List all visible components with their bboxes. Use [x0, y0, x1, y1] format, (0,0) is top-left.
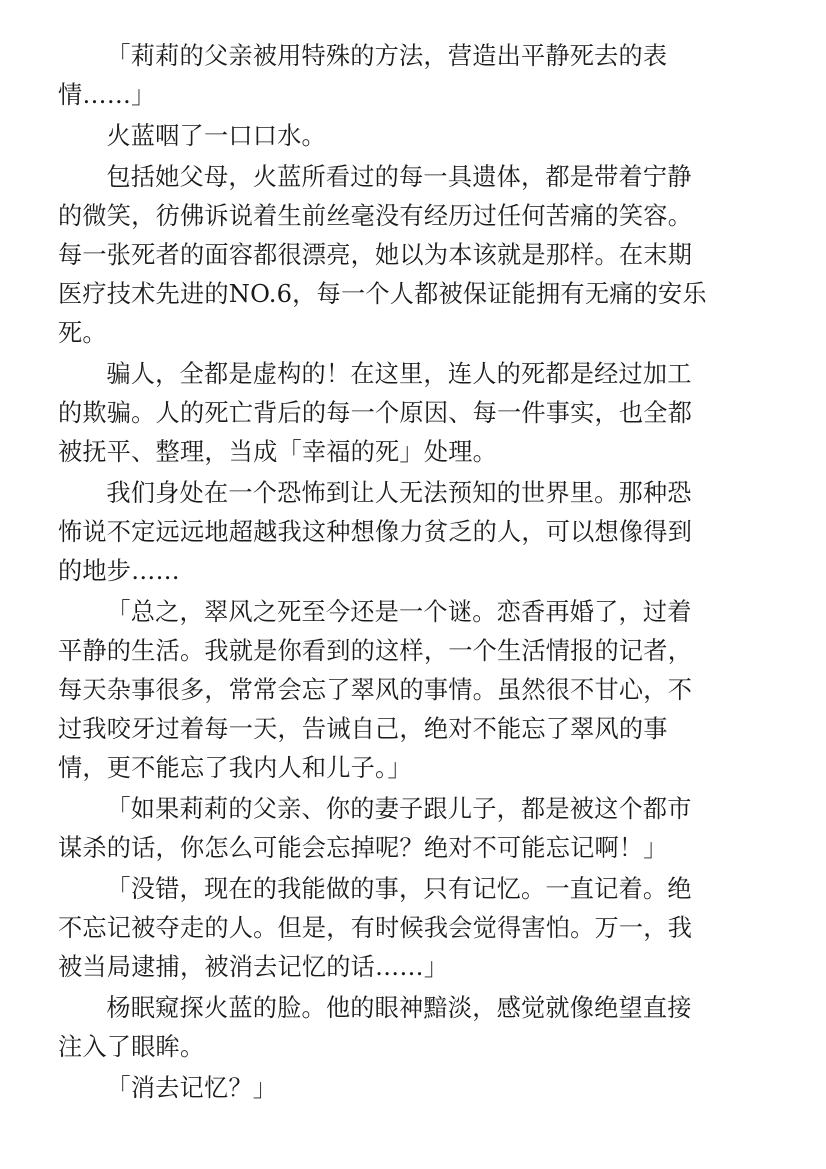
text-line: 医疗技术先进的NO.6，每一个人都被保证能拥有无痛的安乐: [58, 280, 707, 308]
paragraph-10: [58, 1069, 758, 1108]
paragraph-7: [58, 790, 758, 868]
paragraph-6: [58, 593, 758, 788]
document-page: [58, 37, 758, 1110]
text-line: 怖说不定远远地超越我这种想像力贫乏的人，可以想像得到: [58, 518, 693, 546]
paragraph-8: [58, 870, 758, 987]
text-line: 不忘记被夺走的人。但是，有时候我会觉得害怕。万一，我: [58, 914, 693, 942]
text-line: 的微笑，彷佛诉说着生前丝毫没有经历过任何苦痛的笑容。: [58, 202, 693, 230]
text-line: 包括她父母，火蓝所看过的每一具遗体，都是带着宁静: [106, 163, 692, 191]
text-line: 情……」: [58, 81, 156, 109]
text-line: 杨眠窥探火蓝的脸。他的眼神黯淡，感觉就像绝望直接: [106, 994, 692, 1022]
text-line: 被当局逮捕，被消去记忆的话……」: [58, 953, 449, 981]
paragraph-2: [58, 117, 758, 156]
text-line: 火蓝咽了一口口水。: [106, 122, 326, 150]
paragraph-3: [58, 158, 758, 353]
paragraph-5: [58, 474, 758, 591]
text-line: 「总之，翠风之死至今还是一个谜。恋香再婚了，过着: [106, 598, 692, 626]
text-line: 过我咬牙过着每一天，告诫自己，绝对不能忘了翠风的事: [58, 715, 668, 743]
paragraph-9: [58, 989, 758, 1067]
text-line: 的地步……: [58, 557, 180, 585]
text-line: 「如果莉莉的父亲、你的妻子跟儿子，都是被这个都市: [106, 795, 692, 823]
text-line: 平静的生活。我就是你看到的这样，一个生活情报的记者，: [58, 637, 693, 665]
text-line: 骗人，全都是虚构的！在这里，连人的死都是经过加工: [106, 360, 692, 388]
text-line: 每天杂事很多，常常会忘了翠风的事情。虽然很不甘心，不: [58, 676, 693, 704]
text-line: 注入了眼眸。: [58, 1033, 205, 1061]
paragraph-1: [58, 37, 758, 115]
text-line: 被抚平、整理，当成「幸福的死」处理。: [58, 438, 497, 466]
text-line: 谋杀的话，你怎么可能会忘掉呢？绝对不可能忘记啊！」: [58, 834, 668, 862]
text-line: 情，更不能忘了我内人和儿子。」: [58, 754, 412, 782]
text-line: 「消去记忆？」: [106, 1074, 278, 1102]
text-line: 「没错，现在的我能做的事，只有记忆。一直记着。绝: [106, 875, 692, 903]
text-line: 的欺骗。人的死亡背后的每一个原因、每一件事实，也全都: [58, 399, 693, 427]
paragraph-4: [58, 355, 758, 472]
text-line: 死。: [58, 319, 107, 347]
text-line: 「莉莉的父亲被用特殊的方法，营造出平静死去的表: [106, 42, 668, 70]
text-line: 每一张死者的面容都很漂亮，她以为本该就是那样。在末期: [58, 241, 693, 269]
text-line: 我们身处在一个恐怖到让人无法预知的世界里。那种恐: [106, 479, 692, 507]
